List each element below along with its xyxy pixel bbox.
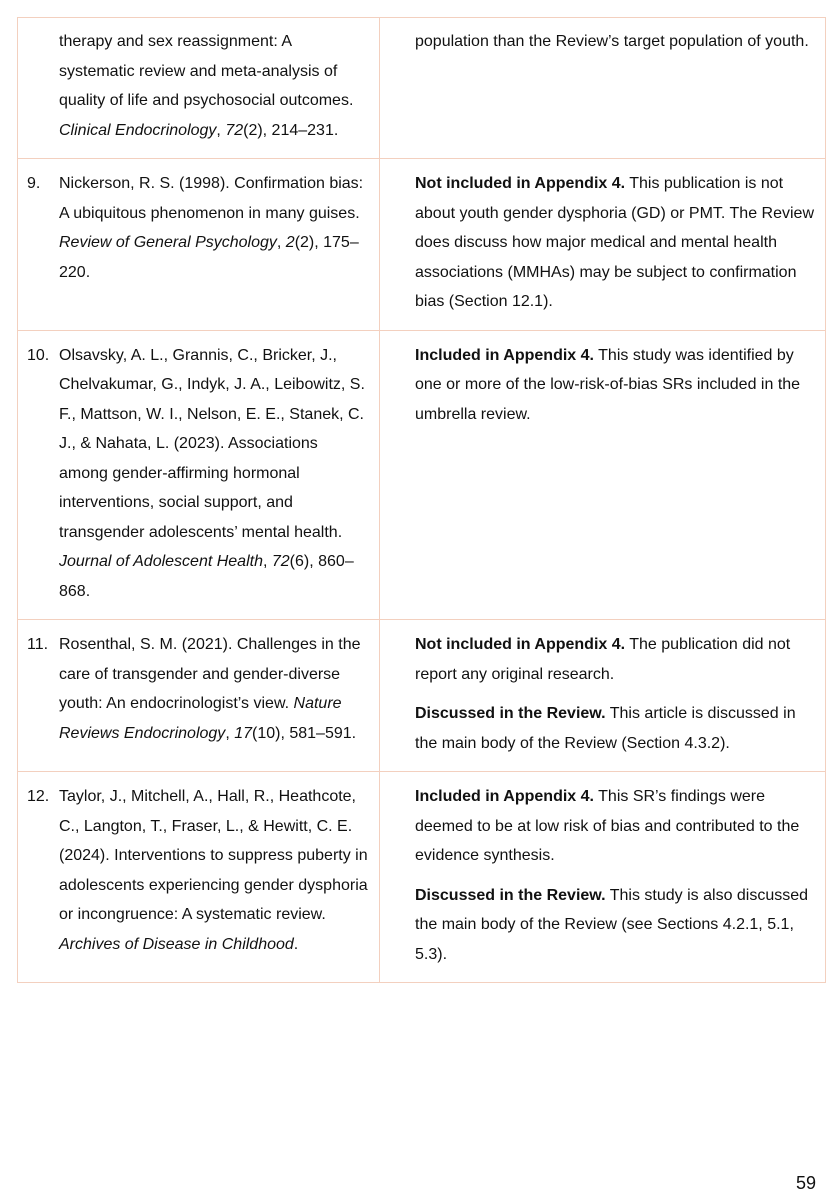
page-number: 59 xyxy=(795,1173,816,1193)
reference-text: Nickerson, R. S. (1998). Confirmation bias: A ubiquitous phenomenon in many guises. Review of General Psychology, 2(2), 175–220. xyxy=(59,175,364,281)
reference-number: 12. xyxy=(27,788,50,805)
table-row xyxy=(18,330,826,620)
reference-number: 10. xyxy=(27,346,50,364)
journal-volume: 72 xyxy=(271,553,290,570)
reference-cell xyxy=(18,330,380,620)
status-note: Not included in Appendix 4. This publication is not about youth gender dysphoria (GD) or PMT. The Review does discuss how major medical and mental health associations (MMHAs) may be subject to confirmation bias (Section 12.1). xyxy=(415,175,815,310)
journal-title: Clinical Endocrinology xyxy=(59,121,217,139)
status-note: Included in Appendix 4. This SR’s findings were deemed to be at low risk of bias and contributed to the evidence synthesis. xyxy=(415,788,800,864)
journal-title: Journal of Adolescent Health xyxy=(59,553,263,570)
journal-title: Nature Reviews Endocrinology xyxy=(59,695,342,742)
journal-title: Review of General Psychology xyxy=(59,234,277,251)
reference-text: Taylor, J., Mitchell, A., Hall, R., Heathcote, C., Langton, T., Fraser, L., & Hewitt, C. E. (2024). Interventions to suppress puberty in adolescents experiencing gender dysphoria or incongruence: A systematic review. Archives of Disease in Childhood. xyxy=(59,788,368,953)
reference-table xyxy=(17,17,826,983)
reference-number xyxy=(27,27,59,145)
reference-text: Rosenthal, S. M. (2021). Challenges in the care of transgender and gender-diverse youth: An endocrinologist’s view. Nature Reviews Endocrinology, 17(10), 581–591. xyxy=(59,636,361,742)
status-cell xyxy=(380,18,826,159)
table-row xyxy=(18,772,826,983)
reference-text: therapy and sex reassignment: A systematic review and meta-analysis of quality of life and psychosocial outcomes. Clinical Endocrinology, 72(2), 214–231. xyxy=(59,33,354,139)
reference-number: 11. xyxy=(27,636,49,653)
status-note: Discussed in the Review. This article is discussed in the main body of the Review (Section 4.3.2). xyxy=(415,705,796,752)
journal-volume: 72 xyxy=(225,121,244,139)
reference-cell xyxy=(18,772,380,983)
status-note: Discussed in the Review. This study is also discussed the main body of the Review (see Sections 4.2.1, 5.1, 5.3). xyxy=(415,886,809,963)
reference-cell xyxy=(18,159,380,331)
status-note: population than the Review’s target population of youth. xyxy=(415,33,809,50)
journal-volume: 2 xyxy=(285,234,295,251)
reference-cell xyxy=(18,18,380,159)
status-cell xyxy=(380,620,826,772)
reference-text: Olsavsky, A. L., Grannis, C., Bricker, J., Chelvakumar, G., Indyk, J. A., Leibowitz, S. F., Mattson, W. I., Nelson, E. E., Stanek, C. J., & Nahata, L. (2023). Associations among gender-affirming hormonal interventions, social support, and transgender adolescents’ mental health. Journal of Adolescent Health, 72(6), 860–868. xyxy=(59,346,365,600)
reference-cell xyxy=(18,620,380,772)
journal-volume: 17 xyxy=(234,724,252,742)
table-row xyxy=(18,620,826,772)
status-note: Included in Appendix 4. This study was identified by one or more of the low-risk-of-bias SRs included in the umbrella review. xyxy=(415,346,801,423)
table-row xyxy=(18,159,826,331)
reference-number: 9. xyxy=(27,175,41,192)
table-row xyxy=(18,18,826,159)
status-cell xyxy=(380,772,826,983)
status-cell xyxy=(380,159,826,331)
status-cell xyxy=(380,330,826,620)
status-note: Not included in Appendix 4. The publication did not report any original research. xyxy=(415,636,791,683)
journal-title: Archives of Disease in Childhood xyxy=(59,935,294,953)
